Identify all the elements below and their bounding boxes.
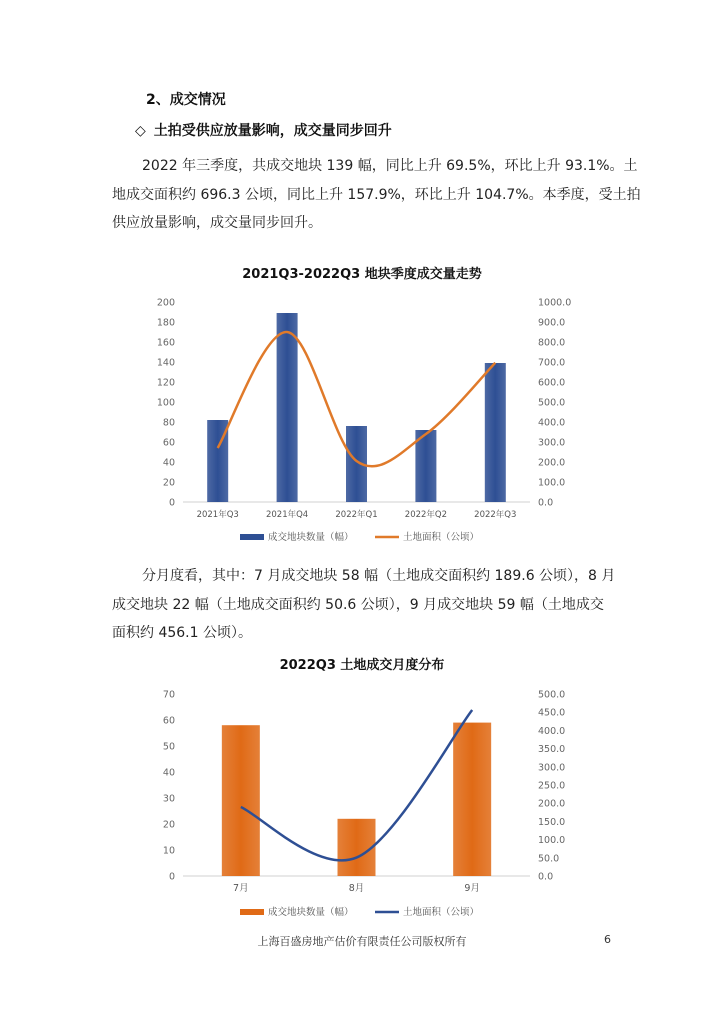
x-tick-label: 2021年Q4 [265,510,309,520]
paragraph-line: 2022 年三季度，共成交地块 139 幅，同比上升 69.5%，环比上升 93.1%。土 [142,158,638,174]
y-left-tick-label: 120 [156,377,175,389]
paragraph-line: 地成交面积约 696.3 公顷，同比上升 157.9%，环比上升 104.7%。本季度，受土拍 [112,186,641,203]
page-number: 6 [604,933,611,946]
legend-bar-label: 成交地块数量（幅） [268,532,354,543]
y-left-tick-label: 40 [162,457,175,469]
x-tick-label: 2022年Q3 [474,510,517,520]
x-tick-label: 9月 [464,883,480,894]
y-left-tick-label: 60 [162,715,175,727]
y-right-tick-label: 900.0 [538,317,566,329]
y-right-tick-label: 100.0 [538,835,566,847]
y-right-tick-label: 100.0 [538,477,566,489]
monthly-chart [140,682,580,922]
paragraph-summary [112,152,641,238]
legend-bar-label: 成交地块数量（幅） [268,907,354,918]
bar-1 [277,313,298,502]
y-right-tick-label: 700.0 [538,357,566,369]
paragraph-line: 成交地块 22 幅（土地成交面积约 50.6 公顷），9 月成交地块 59 幅（土地成交 [112,596,604,613]
y-left-tick-label: 20 [162,819,175,831]
y-right-tick-label: 300.0 [538,437,566,449]
y-left-tick-label: 0 [168,497,175,509]
y-right-tick-label: 250.0 [538,780,566,792]
bar-4 [485,363,506,502]
y-left-tick-label: 70 [162,689,175,701]
paragraph-line: 供应放量影响，成交量同步回升。 [112,215,322,231]
y-right-tick-label: 350.0 [538,744,566,756]
footer-copyright: 上海百盛房地产估价有限责任公司版权所有 [257,935,467,948]
chart1-title: 2021Q3-2022Q3 地块季度成交量走势 [242,267,482,282]
legend-line-label: 土地面积（公顷） [403,532,480,543]
bar-2 [453,723,491,876]
x-tick-label: 2022年Q2 [404,510,448,520]
y-right-tick-label: 200.0 [538,798,566,810]
y-left-tick-label: 180 [156,317,175,329]
y-left-tick-label: 40 [162,767,175,779]
bar-0 [222,725,260,876]
y-left-tick-label: 160 [156,337,175,349]
x-tick-label: 7月 [233,883,249,894]
y-right-tick-label: 300.0 [538,762,566,774]
paragraph-line: 面积约 456.1 公顷）。 [112,625,252,641]
chart2-title: 2022Q3 土地成交月度分布 [279,658,445,673]
bullet-heading-text: 土拍受供应放量影响，成交量同步回升 [153,123,392,139]
y-left-tick-label: 200 [156,297,175,309]
quarterly-chart [140,290,580,550]
legend-bar-swatch [240,534,264,540]
y-left-tick-label: 30 [162,793,175,805]
bar-1 [338,819,376,876]
paragraph-monthly [112,562,632,648]
y-right-tick-label: 1000.0 [538,297,572,309]
y-right-tick-label: 500.0 [538,397,566,409]
y-left-tick-label: 50 [162,741,175,753]
bullet-heading [135,120,392,140]
paragraph-line: 分月度看，其中：7 月成交地块 58 幅（土地成交面积约 189.6 公顷），8 月 [142,568,616,584]
y-right-tick-label: 200.0 [538,457,566,469]
legend-line-label: 土地面积（公顷） [403,907,480,918]
y-right-tick-label: 450.0 [538,707,566,719]
y-right-tick-label: 0.0 [538,871,554,883]
x-tick-label: 2021年Q3 [196,510,239,520]
y-right-tick-label: 800.0 [538,337,566,349]
y-left-tick-label: 140 [156,357,175,369]
y-left-tick-label: 100 [156,397,175,409]
y-right-tick-label: 400.0 [538,725,566,737]
y-left-tick-label: 20 [162,477,175,489]
diamond-bullet-icon: ◇ [135,123,146,139]
y-right-tick-label: 600.0 [538,377,566,389]
y-left-tick-label: 0 [168,871,175,883]
y-right-tick-label: 0.0 [538,497,554,509]
legend-bar-swatch [240,909,264,915]
y-left-tick-label: 10 [162,845,175,857]
y-right-tick-label: 500.0 [538,689,566,701]
section-heading: 2、成交情况 [146,92,226,108]
y-left-tick-label: 80 [162,417,175,429]
y-right-tick-label: 50.0 [538,853,560,865]
y-right-tick-label: 150.0 [538,816,566,828]
x-tick-label: 8月 [348,883,365,894]
y-left-tick-label: 60 [162,437,175,449]
y-right-tick-label: 400.0 [538,417,566,429]
x-tick-label: 2022年Q1 [335,510,378,520]
